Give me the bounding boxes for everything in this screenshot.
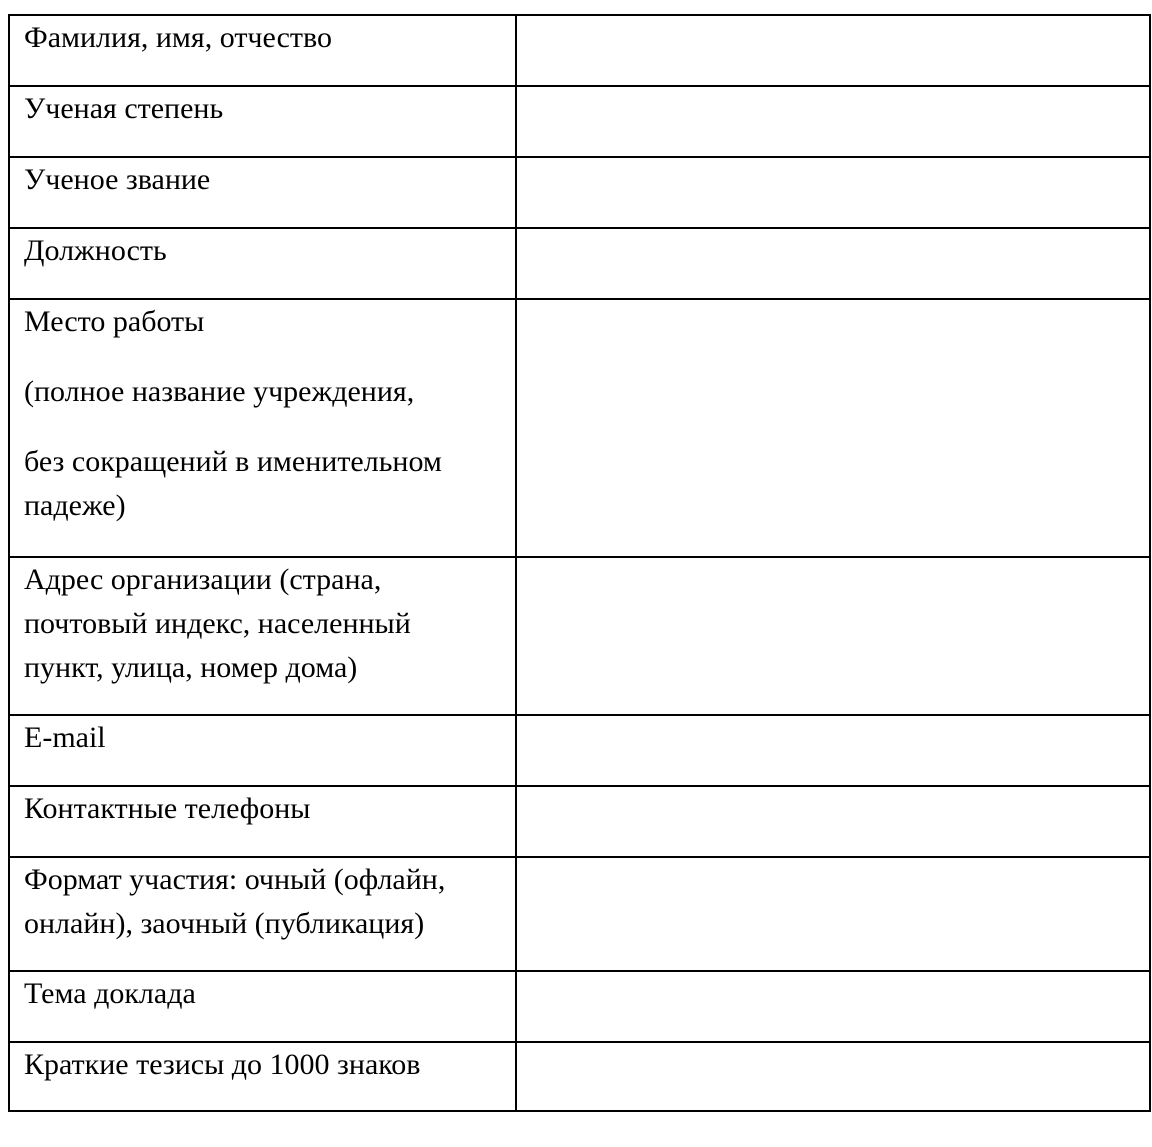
field-label-workplace-hint-3: падеже) [24, 489, 126, 522]
field-label-position: Должность [24, 234, 167, 267]
registration-form-table [8, 14, 1151, 1112]
line-spacer [24, 344, 509, 370]
label-cell [9, 299, 516, 557]
label-cell [9, 228, 516, 299]
field-label-academic-degree: Ученая степень [24, 92, 224, 125]
form-row-participation-format [9, 857, 1150, 971]
line-spacer [24, 414, 509, 440]
form-row-report-topic [9, 971, 1150, 1042]
form-row-phones [9, 786, 1150, 857]
field-label-academic-title: Ученое звание [24, 163, 211, 196]
full-name-input-cell[interactable] [516, 15, 1150, 86]
form-row-organization-address [9, 557, 1150, 715]
field-label-email: E-mail [24, 721, 106, 754]
label-cell [9, 971, 516, 1042]
form-row-abstract [9, 1042, 1150, 1111]
form-row-email [9, 715, 1150, 786]
academic-degree-input-cell[interactable] [516, 86, 1150, 157]
field-label-address-2: почтовый индекс, населенный [24, 607, 411, 640]
form-row-position [9, 228, 1150, 299]
report-topic-input-cell[interactable] [516, 971, 1150, 1042]
form-row-workplace [9, 299, 1150, 557]
form-row-academic-degree [9, 86, 1150, 157]
email-input-cell[interactable] [516, 715, 1150, 786]
form-row-full-name [9, 15, 1150, 86]
field-label-full-name: Фамилия, имя, отчество [24, 21, 332, 54]
organization-address-input-cell[interactable] [516, 557, 1150, 715]
field-label-format-1: Формат участия: очный (офлайн, [24, 863, 446, 896]
position-input-cell[interactable] [516, 228, 1150, 299]
field-label-abstract: Краткие тезисы до 1000 знаков [24, 1048, 421, 1081]
label-cell [9, 15, 516, 86]
phones-input-cell[interactable] [516, 786, 1150, 857]
label-cell [9, 557, 516, 715]
label-cell [9, 86, 516, 157]
field-label-workplace: Место работы [24, 305, 205, 338]
label-cell [9, 715, 516, 786]
label-cell [9, 1042, 516, 1111]
workplace-input-cell[interactable] [516, 299, 1150, 557]
participation-format-input-cell[interactable] [516, 857, 1150, 971]
field-label-address-1: Адрес организации (страна, [24, 563, 382, 596]
abstract-input-cell[interactable] [516, 1042, 1150, 1111]
field-label-format-2: онлайн), заочный (публикация) [24, 907, 425, 940]
field-label-workplace-hint-1: (полное название учреждения, [24, 375, 415, 408]
academic-title-input-cell[interactable] [516, 157, 1150, 228]
form-row-academic-title [9, 157, 1150, 228]
field-label-phones: Контактные телефоны [24, 792, 311, 825]
field-label-address-3: пункт, улица, номер дома) [24, 651, 358, 684]
field-label-workplace-hint-2: без сокращений в именительном [24, 445, 442, 478]
label-cell [9, 157, 516, 228]
label-cell [9, 857, 516, 971]
label-cell [9, 786, 516, 857]
field-label-report-topic: Тема доклада [24, 977, 196, 1010]
